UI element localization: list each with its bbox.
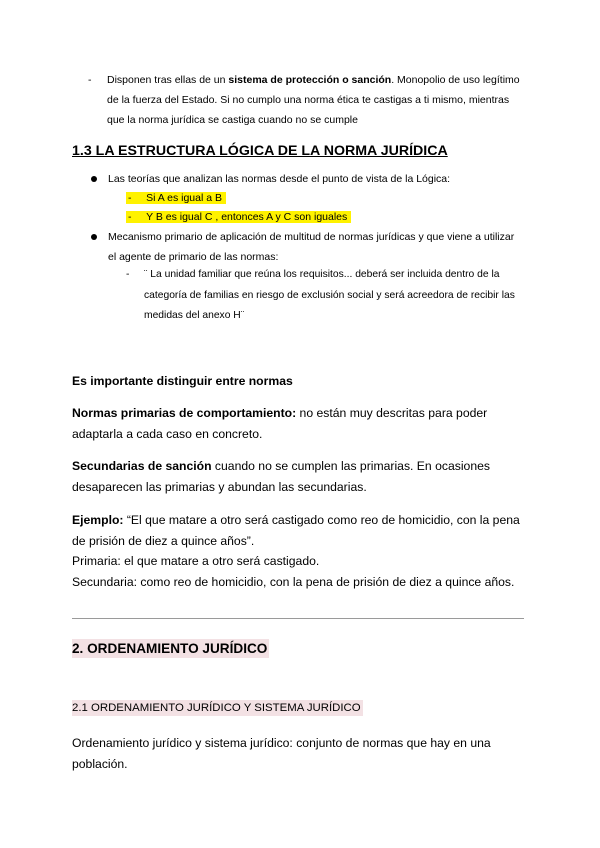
horizontal-divider [72, 618, 524, 619]
line-secundaria: Secundaria: como reo de homicidio, con la pena de prisión de diez a quince años. [72, 575, 515, 589]
subsection-heading-2-1: 2.1 ORDENAMIENTO JURÍDICO Y SISTEMA JURÍDICO [72, 702, 361, 714]
bullet-icon [91, 176, 97, 182]
line-primaria: Primaria: el que matare a otro será castigado. [72, 554, 320, 568]
important-heading: Es importante distinguir entre normas [72, 374, 293, 388]
bullet-item-mechanism: Mecanismo primario de aplicación de multitud de normas jurídicas y que viene a utilizar el agente de primario de las normas: [108, 231, 515, 263]
highlight: - Y B es igual C , entonces A y C son iguales [126, 211, 351, 223]
section-heading-2: 2. ORDENAMIENTO JURÍDICO [72, 641, 268, 656]
highlight: - Si A es igual a B [126, 192, 226, 204]
bullet-icon [91, 234, 97, 240]
quote-item [126, 265, 526, 327]
dash-marker: - [126, 269, 130, 280]
bold-phrase: sistema de protección o sanción [228, 74, 392, 86]
sub-item-highlighted [126, 207, 351, 227]
bold-term: Normas primarias de comportamiento: [72, 406, 297, 420]
intro-list-item [88, 70, 528, 130]
sub-item-highlighted [126, 188, 226, 208]
section-heading-1-3: 1.3 LA ESTRUCTURA LÓGICA DE LA NORMA JURÍDICA [72, 143, 448, 159]
quote-text: ¨ La unidad familiar que reúna los requisitos... deberá ser incluida dentro de la categoría de familias en riesgo de exclusión social y será acreedora de recibir las medidas del anexo H¨ [144, 269, 515, 321]
bold-term: Secundarias de sanción [72, 459, 212, 473]
bold-term: Ejemplo: [72, 513, 124, 527]
paragraph-ordenamiento: Ordenamiento jurídico y sistema jurídico: conjunto de normas que hay en una población. [72, 736, 491, 771]
paragraph-ejemplo: Ejemplo: “El que matare a otro será castigado como reo de homicidio, con la pena de prisión de diez a quince años”. [72, 513, 520, 548]
paragraph-secundarias: Secundarias de sanción cuando no se cumplen las primarias. En ocasiones desaparecen las primarias y abundan las secundarias. [72, 459, 490, 494]
bullet-item-logic: Las teorías que analizan las normas desde el punto de vista de la Lógica: [108, 173, 451, 185]
intro-item-text: Disponen tras ellas de un sistema de protección o sanción. Monopolio de uso legítimo de la fuerza del Estado. Si no cumplo una norma ética te castigas a ti mismo, mientras que la norma jurídica se castiga cuando no se cumple [107, 74, 520, 126]
dash-marker: - [88, 74, 92, 86]
paragraph-primarias: Normas primarias de comportamiento: no están muy descritas para poder adaptarla a cada caso en concreto. [72, 406, 488, 441]
